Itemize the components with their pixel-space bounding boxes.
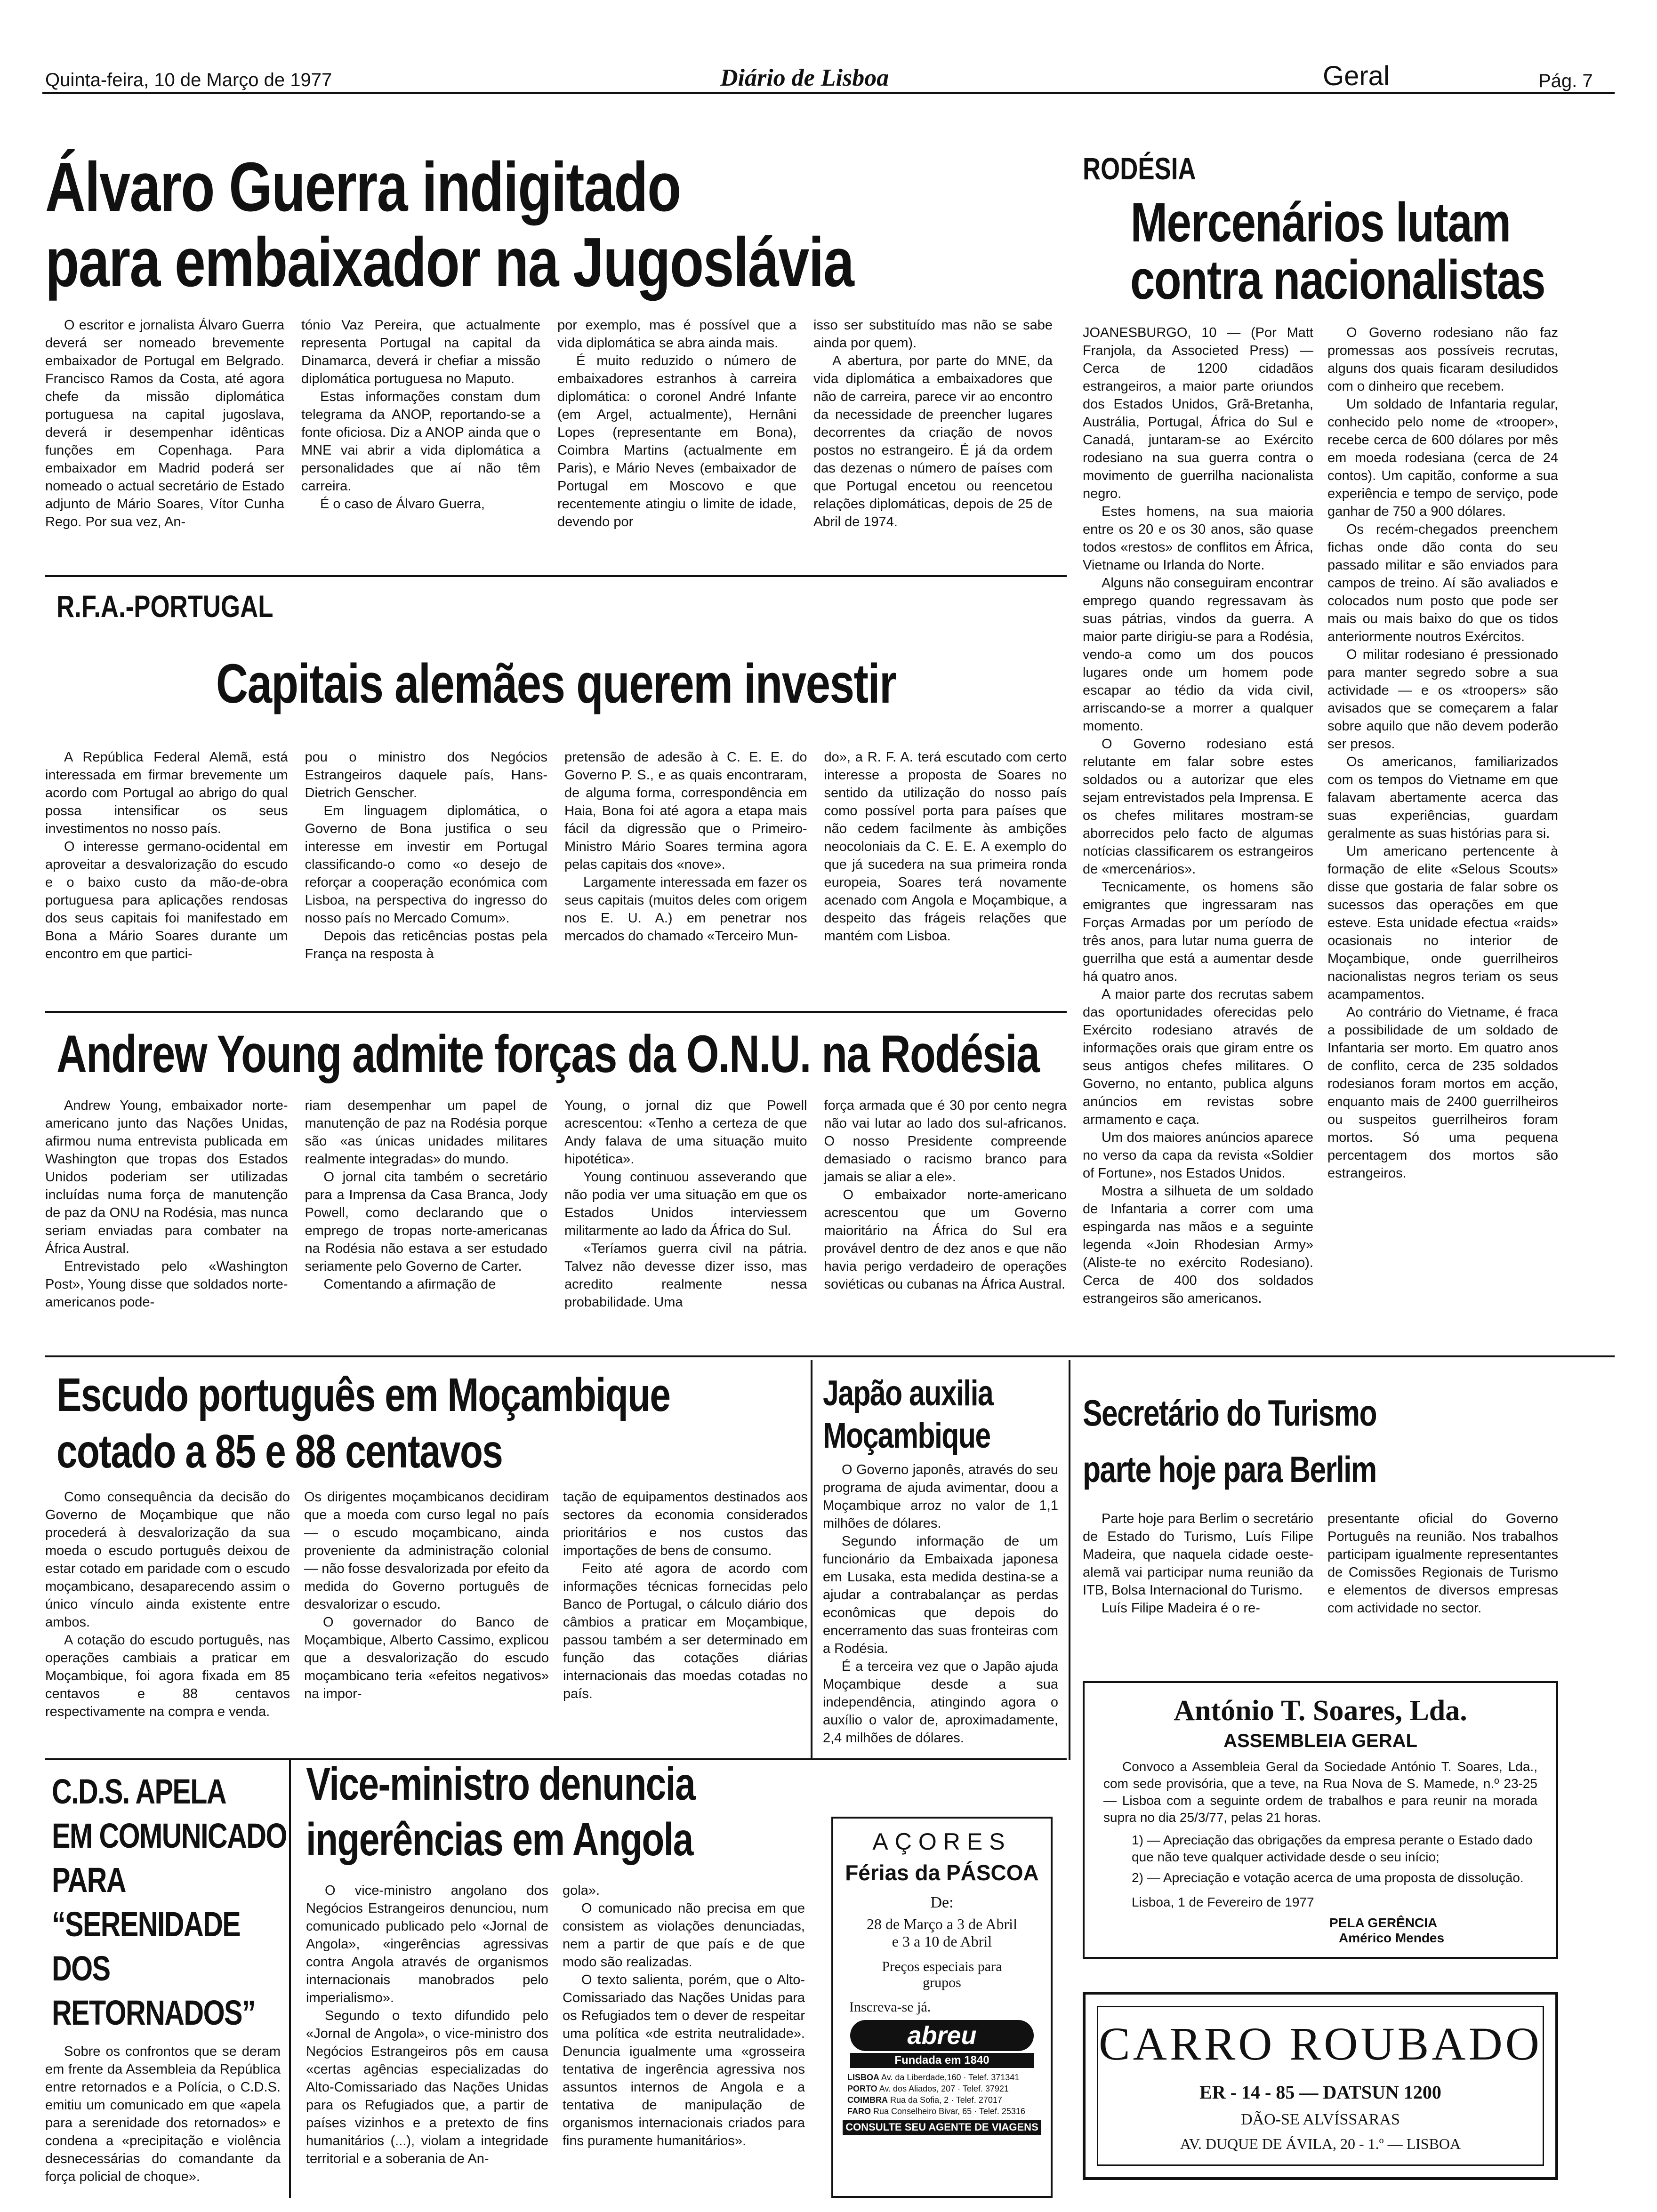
young-col-2 <box>305 1097 548 1351</box>
office-row <box>847 2106 1041 2117</box>
paragraph: Segundo o texto difundido pelo «Jornal de Angola», o vice-ministro dos Negócios Estrangeiros pôs em causa «certas agências especializadas do Alto-Comissariado das Nações Unidas para os Refugiados que, a partir de países vizinhos e a pretexto de fins humanitários (...), violam a integridade territorial e a soberania de An- <box>306 2008 548 2166</box>
rule-escudo-japao <box>811 1360 812 1760</box>
escudo-body <box>45 1488 808 1733</box>
paragraph: O texto salienta, porém, que o Alto-Comissariado das Nações Unidas para os Refugiados tem o dever de respeitar uma política «de estrita neutralidade». Denuncia igualmente uma «grosseira tentativa de ingerência agressiva nos assuntos internos de Angola e a tentativa de manipulação de organismos internacionais criados para fins puramente humanitários». <box>563 1972 805 2148</box>
rodesia-col-1 <box>1083 324 1313 1364</box>
vice-col-2 <box>563 1882 805 2202</box>
acores-ad <box>831 1817 1053 2198</box>
paragraph: Young continuou asseverando que não podia ver uma situação em que os Estados Unidos interviessem militarmente ao lado da África do Sul. <box>564 1170 807 1238</box>
paragraph: Estes homens, na sua maioria entre os 20 e os 30 anos, são quase todos «restos» de conflitos em África, Vietname ou Irlanda do Norte. <box>1083 504 1313 573</box>
vice-col-1 <box>306 1882 548 2202</box>
abreu-offices <box>843 2072 1041 2117</box>
paragraph: Young, o jornal diz que Powell acrescentou: «Tenho a certeza de que Andy falava de uma situação muito hipotética». <box>564 1098 807 1167</box>
rfa-col-2 <box>305 748 548 993</box>
guerra-col-2 <box>301 316 540 561</box>
paragraph: do», a R. F. A. terá escutado com certo interesse a proposta de Soares no sentido da utilização do nosso país como possível porta para países que não cedem facilmente às ambições neocoloniais da C. E. E. A exemplo do que já sucedera na sua primeira ronda europeia, Soares terá novamente acenado com Angola e Moçambique, a despeito das frágeis relações que mantém com Lisboa. <box>824 750 1067 944</box>
escudo-col-3 <box>563 1488 808 1733</box>
escudo-col-2 <box>304 1488 549 1733</box>
guerra-article <box>45 150 1034 300</box>
turismo-headline-line2: parte hoje para Berlim <box>1083 1449 1376 1490</box>
soares-item-2: 2) — Apreciação e votação acerca de uma proposta de dissolução. <box>1132 1870 1524 1885</box>
japao-headline-line1: Japão auxilia <box>823 1373 993 1413</box>
abreu-founded: Fundada em 1840 <box>850 2053 1034 2068</box>
young-body <box>45 1097 1067 1351</box>
vice-headline-line1: Vice-ministro denuncia <box>306 1758 695 1810</box>
paragraph: Depois das reticências postas pela França na resposta à <box>305 929 547 962</box>
soares-item-1: 1) — Apreciação das obrigações da empresa perante o Estado dado que não teve qualquer actividade desde o seu início; <box>1132 1833 1533 1864</box>
rule-young-bottom <box>45 1355 1615 1357</box>
paragraph: pretensão de adesão à C. E. E. do Governo P. S., e as quais encontraram, de alguma forma, correspondência em Haia, Bona foi até agora a etapa mais fácil da digressão que o Primeiro-Ministro Mário Soares termina agora pelas capitais dos «nove». <box>564 750 807 872</box>
paragraph: Como consequência da decisão do Governo de Moçambique que não procederá à desvalorização da sua moeda o escudo português deixou de estar cotado em paridade com o escudo moçambicano, desaparecendo assim o único vínculo ainda existente entre ambos. <box>45 1490 290 1630</box>
rfa-kicker: R.F.A.-PORTUGAL <box>56 589 273 624</box>
header-rule <box>42 92 1615 94</box>
soares-intro: Convoco a Assembleia Geral da Sociedade António T. Soares, Lda., com sede provisória, que a teve, na Rua Nova de S. Mamede, n.º 23-25 — Lisboa com a seguinte ordem de trabalhos e para reunir na morada supra no dia 25/3/77, pelas 21 horas. <box>1103 1759 1537 1825</box>
paragraph: É muito reduzido o número de embaixadores estranhos à carreira diplomática: o coronel André Infante (em Argel, actualmente), Hernâni Lopes (representante em Bona), Coimbra Martins (actualmente em Paris), e Mário Neves (embaixador de Portugal em Moscovo e que recentemente atingiu o limite de idade, devendo por <box>557 353 796 529</box>
paragraph: Em linguagem diplomática, o Governo de Bona justifica o seu interesse em investir em Portugal classificando-o como «o desejo de reforçar a cooperação económica com Lisboa, na perspectiva do ingresso do nosso país no Mercado Comum». <box>305 803 547 926</box>
paragraph: Ao contrário do Vietname, é fraca a possibilidade de um soldado de Infantaria ser morto. Em quatro anos de conflito, cerca de 235 soldados rodesianos foram mortos em acção, enquanto mais de 2400 guerrilheiros ou suspeitos guerrilheiros foram mortos. Só uma pequena percentagem dos mortos são estrangeiros. <box>1327 1005 1558 1181</box>
vice-headline-line2: ingerências em Angola <box>306 1813 693 1865</box>
acores-cta: Inscreva-se já. <box>849 1999 931 2015</box>
rule-rfa-bottom <box>45 1011 1067 1013</box>
rodesia-body <box>1083 324 1558 1364</box>
rfa-col-4 <box>824 748 1067 993</box>
cds-headline-line: PARA <box>52 1860 126 1899</box>
cds-headline-line: “SERENIDADE <box>52 1905 241 1944</box>
office-row <box>847 2094 1041 2106</box>
paragraph: O vice-ministro angolano dos Negócios Estrangeiros denunciou, num comunicado publicado pelo «Jornal de Angola», «ingerências agressivas contra Angola através de organismos internacionais manobrados pelo imperialismo». <box>306 1883 548 2005</box>
rfa-headline: Capitais alemães querem investir <box>216 653 896 715</box>
paragraph: «Teríamos guerra civil na pátria. Talvez não devesse dizer isso, mas acredito realmente nessa probabilidade. Uma <box>564 1241 807 1310</box>
office-address: Av. da Liberdade,160 · Telef. 371341 <box>881 2073 1020 2082</box>
cds-body <box>45 2043 281 2198</box>
paragraph: Um soldado de Infantaria regular, conhecido pelo nome de «trooper», recebe cerca de 600 dólares por mês em moeda rodesiana (cerca de 24 contos). Um capitão, conforme a sua experiência e tempo de serviço, pode ganhar de 750 a 900 dólares. <box>1327 397 1558 519</box>
paragraph: Parte hoje para Berlim o secretário de Estado do Turismo, Luís Filipe Madeira, que naquela cidade oeste-alemã vai participar numa reunião da ITB, Bolsa Internacional do Turismo. <box>1083 1511 1313 1598</box>
paragraph: isso ser substituído mas não se sabe ainda por quem). <box>813 318 1053 351</box>
issue-date: Quinta-feira, 10 de Março de 1977 <box>45 70 332 90</box>
carro-address: AV. DUQUE DE ÁVILA, 20 - 1.º — LISBOA <box>1180 2135 1461 2152</box>
japao-headline-line2: Moçambique <box>823 1416 990 1456</box>
paragraph: O interesse germano-ocidental em aproveitar a desvalorização do escudo e o baixo custo da mão-de-obra portuguesa para aplicações rendosas dos seus capitais foi manifestado em Bona a Mário Soares durante um encontro em que partici- <box>45 839 288 962</box>
paragraph: pou o ministro dos Negócios Estrangeiros daquele país, Hans-Dietrich Genscher. <box>305 750 547 801</box>
paragraph: Um dos maiores anúncios aparece no verso da capa da revista «Soldier of Fortune», nos Estados Unidos. <box>1083 1130 1313 1181</box>
guerra-headline-line1: Álvaro Guerra indigitado <box>45 148 681 226</box>
carro-reward: DÃO-SE ALVÍSSARAS <box>1241 2111 1400 2128</box>
young-col-3 <box>564 1097 807 1351</box>
paragraph: O governador do Banco de Moçambique, Alberto Cassimo, explicou que a desvalorização do escudo moçambicano teria «efeitos negativos» na impor- <box>304 1615 549 1701</box>
paragraph: A maior parte dos recrutas sabem das oportunidades oferecidas pelo Exército rodesiano através de informações orais que giram entre os seus antigos chefes militares. O Governo, no entanto, publica alguns anúncios em revistas sobre armamento e caça. <box>1083 987 1313 1127</box>
turismo-col-2 <box>1327 1510 1558 1651</box>
paragraph: Mostra a silhueta de um soldado de Infantaria a correr com uma espingarda nas mãos e a seguinte legenda «Join Rhodesian Army» (Aliste-te no exército Rodesiano). Cerca de 400 dos soldados estrangeiros são americanos. <box>1083 1184 1313 1306</box>
rfa-body <box>45 748 1067 993</box>
paragraph: O Governo rodesiano está relutante em falar sobre estes soldados ou a autorizar que eles sejam entrevistados pela Imprensa. E os chefes militares mostram-se aborrecidos pelo facto de algumas notícias classificarem os estrangeiros de «mercenários». <box>1083 737 1313 877</box>
paragraph: É o caso de Álvaro Guerra, <box>320 497 485 512</box>
guerra-col-1 <box>45 316 284 561</box>
paragraph: riam desempenhar um papel de manutenção de paz na Rodésia porque são «as únicas unidades militares realmente integradas» do mundo. <box>305 1098 547 1167</box>
cds-headline-line: DOS <box>52 1949 110 1988</box>
paragraph: O comunicado não precisa em que consistem as violações denunciadas, nem a partir de que país e de que modo são realizadas. <box>563 1901 805 1970</box>
paragraph: Feito até agora de acordo com informações técnicas fornecidas pelo Banco de Portugal, o cálculo diário dos câmbios a praticar em Moçambique, passou também a ser determinado em função das cotações diárias internacionais das moedas cotadas no país. <box>563 1561 808 1701</box>
escudo-headline-line1: Escudo português em Moçambique <box>56 1369 670 1421</box>
paragraph: Sobre os confrontos que se deram em frente da Assembleia da República entre retornados e a Polícia, o C.D.S. emitiu um comunicado em que «apela para a serenidade dos retornados» e condena a «precipitação e violência desnecessárias do comandante da força policial de choque». <box>45 2044 281 2184</box>
paragraph: força armada que é 30 por cento negra não vai lutar ao lado dos sul-africanos. O nosso Presidente compreende demasiado o racismo branco para jamais se aliar a ele». <box>824 1098 1067 1185</box>
acores-de: De: <box>930 1894 954 1911</box>
acores-dates-1: 28 de Março a 3 de Abril <box>867 1915 1017 1932</box>
young-col-1 <box>45 1097 288 1351</box>
turismo-body <box>1083 1510 1558 1651</box>
acores-dates-2: e 3 a 10 de Abril <box>892 1933 992 1950</box>
rodesia-headline-line2: contra nacionalistas <box>1130 249 1545 311</box>
escudo-col-1 <box>45 1488 290 1733</box>
soares-company: António T. Soares, Lda. <box>1174 1695 1467 1727</box>
paragraph: Luís Filipe Madeira é o re- <box>1102 1601 1260 1616</box>
soares-date: Lisboa, 1 de Fevereiro de 1977 <box>1132 1895 1314 1909</box>
paragraph: tónio Vaz Pereira, que actualmente representa Portugal na capital da Dinamarca, deverá ir chefiar a missão diplomática portuguesa no Maputo. <box>301 318 540 386</box>
abreu-logo: abreu <box>850 2020 1034 2051</box>
office-row <box>847 2083 1041 2094</box>
paragraph: Largamente interessada em fazer os seus capitais (muitos deles com origem nos E. U. A.) em penetrar nos mercados do chamado «Terceiro Mun- <box>564 875 807 944</box>
cds-col-1 <box>45 2043 281 2198</box>
paragraph: por exemplo, mas é possível que a vida diplomática se abra ainda mais. <box>557 318 796 351</box>
office-row <box>847 2072 1041 2083</box>
paragraph: O jornal cita também o secretário para a Imprensa da Casa Branca, Jody Powell, como declarando que o emprego de tropas norte-americanas na Rodésia não estava a ser estudado seriamente pelo Governo de Carter. <box>305 1170 547 1274</box>
acores-prices-1: Preços especiais para <box>882 1959 1002 1974</box>
acores-footer: CONSULTE SEU AGENTE DE VIAGENS <box>843 2120 1041 2135</box>
paragraph: JOANESBURGO, 10 — (Por Matt Franjola, da Associeted Press) — Cerca de 1200 cidadãos estrangeiros, a maior parte oriundos dos Estados Unidos, Grã-Bretanha, Austrália, Portugal, África do Sul e Canadá, juntaram-se ao Exército rodesiano na sua guerra contra o movimento de guerrilha nacionalista negro. <box>1083 325 1313 501</box>
office-address: Av. dos Aliados, 207 · Telef. 37921 <box>879 2084 1009 2093</box>
paragraph: Entrevistado pelo «Washington Post», Young disse que soldados norte-americanos pode- <box>45 1259 288 1310</box>
rfa-col-3 <box>564 748 807 993</box>
japao-body <box>823 1461 1058 1762</box>
office-city: COIMBRA <box>847 2095 888 2105</box>
cds-headline-line: RETORNADOS” <box>52 1993 255 2032</box>
turismo-headline-line1: Secretário do Turismo <box>1083 1392 1377 1434</box>
rfa-col-1 <box>45 748 288 993</box>
soares-ad <box>1083 1681 1558 1959</box>
soares-title: ASSEMBLEIA GERAL <box>1223 1731 1417 1751</box>
guerra-col-3 <box>557 316 796 561</box>
paragraph: O militar rodesiano é pressionado para manter segredo sobre a sua actividade — e os «troopers» são avisados que se começarem a falar sobre aquilo que não devem poderão ser presos. <box>1327 647 1558 752</box>
paragraph: O Governo japonês, através do seu programa de ajuda avimentar, doou a Moçambique arroz no valor de 1,1 milhões de dólares. <box>823 1462 1058 1531</box>
office-city: PORTO <box>847 2084 877 2093</box>
japao-col-1 <box>823 1461 1058 1762</box>
paragraph: A abertura, por parte do MNE, da vida diplomática a embaixadores que não de carreira, parece vir ao encontro da necessidade de preencher lugares decorrentes da criação de novos postos no estrangeiro. É já da ordem das dezenas o número de países com que Portugal encetou ou reencetou relações diplomáticas, depois de 25 de Abril de 1974. <box>813 353 1053 529</box>
paragraph: Os americanos, familiarizados com os tempos do Vietname em que falavam abertamente acerca das suas experiências, guardam geralmente as suas histórias para si. <box>1327 754 1558 841</box>
acores-prices-2: grupos <box>923 1975 961 1990</box>
paragraph: Os dirigentes moçambicanos decidiram que a moeda com curso legal no país — o escudo moçambicano, ainda proveniente da administração colonial — não fosse desvalorizada por efeito da medida do Governo português de desvalorizar o escudo. <box>304 1490 549 1612</box>
rule-guerra-bottom <box>45 575 1067 577</box>
cds-headline-line: C.D.S. APELA <box>52 1772 226 1811</box>
paragraph: Segundo informação de um funcionário da Embaixada japonesa em Lusaka, esta medida destina-se a ajudar a contrabalançar as perdas econômicas que depois do encerramento das suas fronteiras com a Rodésia. <box>823 1534 1058 1656</box>
paragraph: A República Federal Alemã, está interessada em firmar brevemente um acordo com Portugal ao abrigo do qual possa intensificar os seus investimentos no nosso país. <box>45 750 288 836</box>
paragraph: Comentando a afirmação de <box>323 1277 496 1292</box>
paragraph: presentante oficial do Governo Português na reunião. Nos trabalhos participam igualmente representantes de Comissões Regionais de Turismo e elementos de diversos empresas com actividade no sector. <box>1327 1511 1558 1616</box>
rodesia-kicker: RODÉSIA <box>1083 151 1196 186</box>
young-headline: Andrew Young admite forças da O.N.U. na Rodésia <box>56 1025 1039 1083</box>
escudo-headline-line2: cotado a 85 e 88 centavos <box>56 1425 503 1478</box>
paragraph: Os recém-chegados preenchem fichas onde dão conta do seu passado militar e são enviados para campos de treino. Aí são avaliados e colocados num posto que pode ser mais ou mais baixo do que os tidos anteriormente noutros Exércitos. <box>1327 522 1558 644</box>
guerra-headline-line2: para embaixador na Jugoslávia <box>45 223 854 301</box>
paragraph: É a terceira vez que o Japão ajuda Moçambique desde a sua independência, atingindo agora o auxílio o valor de, aproximadamente, 2,4 milhões de dólares. <box>823 1659 1058 1746</box>
guerra-col-4 <box>813 316 1053 561</box>
turismo-col-1 <box>1083 1510 1313 1651</box>
paragraph: O escritor e jornalista Álvaro Guerra deverá ser nomeado brevemente embaixador de Portugal em Belgrado. Francisco Ramos da Costa, até agora chefe da missão diplomática portuguesa na capital jugoslava, deverá ir desempenhar idênticas funções em Copenhaga. Para embaixador em Madrid poderá ser nomeado o actual secretário de Estado adjunto de Mário Soares, Vítor Cunha Rego. Por sua vez, An- <box>45 318 284 529</box>
office-city: FARO <box>847 2107 871 2116</box>
section-label: Geral <box>1323 61 1390 91</box>
office-address: Rua Conselheiro Bivar, 65 · Telef. 25316 <box>873 2107 1025 2116</box>
masthead: Diário de Lisboa <box>720 64 889 91</box>
carro-title: CARRO ROUBADO <box>1098 2018 1542 2070</box>
young-col-4 <box>824 1097 1067 1351</box>
paragraph: Andrew Young, embaixador norte-americano junto das Nações Unidas, afirmou numa entrevista publicada em Washington que tropas dos Estados Unidos poderiam ser utilizadas incluídas numa força de manutenção de paz da ONU na Rodésia, mas nunca seriam enviadas para combater na África Austral. <box>45 1098 288 1256</box>
acores-title: AÇORES <box>872 1828 1012 1855</box>
rule-cds-vice <box>289 1760 291 2198</box>
cds-headline-line: EM COMUNICADO <box>52 1816 287 1855</box>
carro-plate: ER - 14 - 85 — DATSUN 1200 <box>1199 2082 1441 2103</box>
cds-headline <box>52 1770 346 2035</box>
rodesia-headline-line1: Mercenários lutam <box>1130 192 1511 254</box>
soares-signer: Américo Mendes <box>1339 1931 1445 1945</box>
paragraph: O embaixador norte-americano acrescentou que um Governo maioritário na África do Sul era provável dentro de dez anos e que não havia perigo verdadeiro de operações soviéticas ou cubanas na África Austral. <box>824 1187 1067 1292</box>
paragraph: O Governo rodesiano não faz promessas aos possíveis recrutas, alguns dos quais ficaram desiludidos com o dinheiro que recebem. <box>1327 325 1558 394</box>
acores-subtitle: Férias da PÁSCOA <box>845 1860 1039 1885</box>
paragraph: A cotação do escudo português, nas operações cambiais a praticar em Moçambique, foi agora fixada em 85 centavos e 88 centavos respectivamente na compra e venda. <box>45 1633 290 1719</box>
guerra-body <box>45 316 1053 561</box>
page-number: Pág. 7 <box>1538 71 1593 91</box>
vice-body <box>306 1882 805 2202</box>
rodesia-col-2 <box>1327 324 1558 1364</box>
paragraph: Tecnicamente, os homens são emigrantes que ingressaram nas Forças Armadas por um período de três anos, para lutar numa guerra de guerrilha que está a aumentar desde há quatro anos. <box>1083 880 1313 984</box>
paragraph: tação de equipamentos destinados aos sectores da economia considerados prioritários e nos custos das importações de bens de consumo. <box>563 1490 808 1558</box>
office-address: Rua da Sofia, 2 · Telef. 27017 <box>890 2095 1002 2105</box>
paragraph: Um americano pertencente à formação de elite «Selous Scouts» disse que gostaria de falar sobre os sucessos das operações em que esteve. Esta unidade efectua «raids» ocasionais no interior de Moçambique, onde guerrilheiros nacionalistas negros teriam os seus acampamentos. <box>1327 844 1558 1002</box>
soares-signoff: PELA GERÊNCIA <box>1329 1915 1438 1930</box>
carro-ad <box>1083 1992 1558 2180</box>
paragraph: Alguns não conseguiram encontrar emprego quando regressavam às suas pátrias, vindos da guerra. A maior parte dirigiu-se para a Rodésia, vendo-a como um dos poucos lugares onde um homem pode escapar ao tédio da vida civil, arriscando-se a morrer a qualquer momento. <box>1083 576 1313 734</box>
paragraph: gola». <box>563 1883 600 1898</box>
office-city: LISBOA <box>847 2073 880 2082</box>
rule-japao-turismo <box>1069 1360 1070 1760</box>
paragraph: Estas informações constam dum telegrama da ANOP, reportando-se a fonte oficiosa. Diz a ANOP ainda que o MNE vai abrir a vida diplomática a personalidades que aí não têm carreira. <box>301 389 540 494</box>
